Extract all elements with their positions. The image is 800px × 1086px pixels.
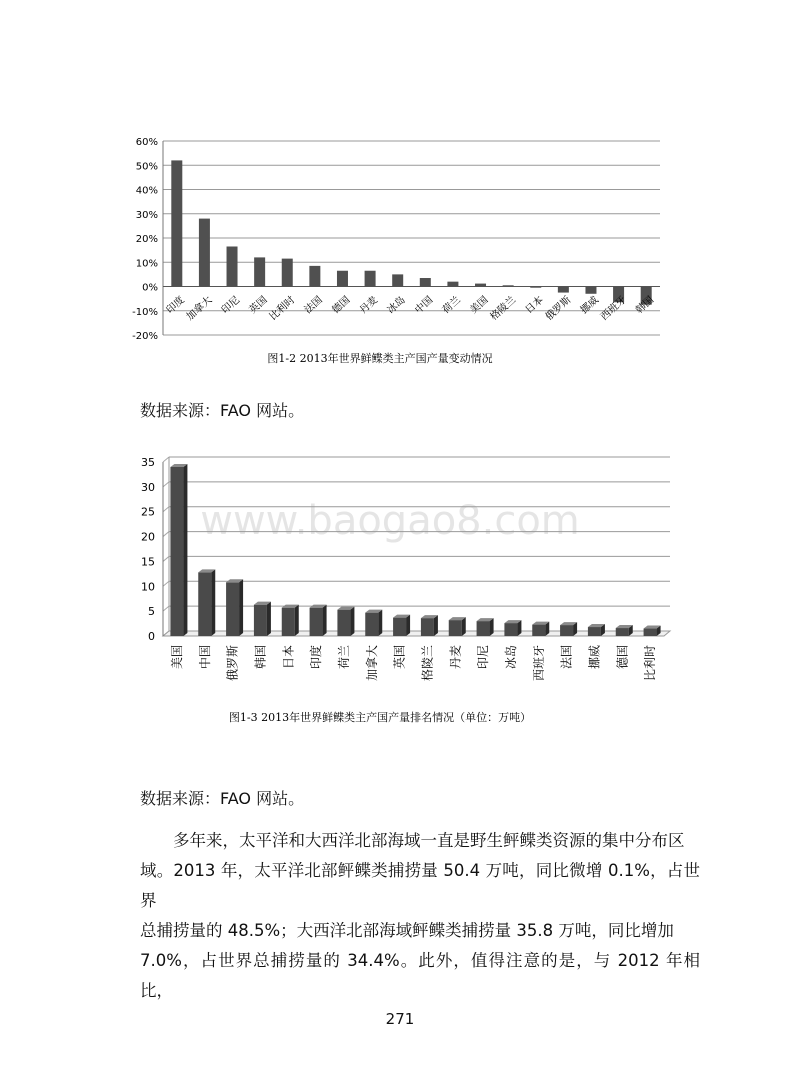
body-paragraph — [140, 826, 700, 1006]
chart1-x-tick: 英国 — [247, 294, 270, 317]
chart1-y-tick: -10% — [132, 306, 158, 318]
chart2-bar-side — [378, 610, 382, 636]
chart2-x-tick: 荷兰 — [336, 645, 351, 670]
chart2-y-tick-labels — [141, 456, 155, 643]
chart2-x-tick: 法国 — [559, 645, 574, 670]
chart1-x-tick: 荷兰 — [440, 294, 463, 317]
chart2-bar-side — [490, 618, 494, 636]
chart2-x-tick: 韩国 — [253, 645, 268, 670]
chart2-y-tick: 30 — [141, 480, 155, 494]
page-number: 271 — [385, 1010, 415, 1028]
chart1-bar — [199, 219, 210, 287]
chart2-bar-side — [267, 602, 271, 636]
chart2-bar — [477, 621, 490, 636]
chart1-bar — [392, 274, 403, 286]
data-source-note-1: 数据来源：FAO 网站。 — [140, 401, 305, 420]
chart2-bar — [421, 618, 434, 636]
chart1-y-tick: -20% — [132, 331, 158, 342]
chart1-bars — [171, 160, 651, 304]
chart2-bar-side — [211, 569, 215, 636]
chart2-bar-side — [434, 615, 438, 636]
chart2-x-tick: 西班牙 — [531, 645, 546, 682]
chart2-bar-side — [183, 464, 187, 636]
chart2-x-tick: 冰岛 — [503, 645, 518, 670]
chart1-bar — [309, 266, 320, 287]
figure-1-caption: 图1-2 2013年世界鲜鲽类主产国产量变动情况 — [267, 352, 493, 365]
chart2-gridline-side — [163, 482, 169, 487]
chart2-x-tick: 德国 — [615, 645, 630, 670]
chart2-gridline-side — [163, 581, 169, 586]
chart1-y-tick: 10% — [135, 258, 158, 270]
chart2-y-tick: 0 — [148, 630, 155, 643]
chart1-x-tick: 中国 — [413, 294, 436, 317]
chart2-bar-side — [462, 617, 466, 636]
chart2-gridline-side — [163, 457, 169, 462]
chart1-bar — [282, 259, 293, 287]
chart2-x-tick: 日本 — [281, 645, 296, 670]
chart2-y-tick: 10 — [141, 580, 155, 594]
chart2-y-tick: 25 — [141, 505, 155, 519]
chart2-bar — [365, 613, 378, 636]
chart1-bar — [227, 246, 238, 286]
chart2-gridline-side — [163, 507, 169, 512]
figure-2-caption: 图1-3 2013年世界鲜鲽类主产国产量排名情况（单位：万吨） — [228, 711, 532, 724]
paragraph-line: 域。2013 年，太平洋北部鲆鲽类捕捞量 50.4 万吨，同比微增 0.1%，占世界 — [140, 861, 700, 910]
chart2-bar — [337, 610, 350, 636]
chart2-bar-side — [323, 605, 327, 636]
chart1-x-tick: 韩国 — [633, 294, 657, 317]
chart2-bar — [198, 572, 211, 636]
chart1-x-tick: 日本 — [523, 294, 546, 317]
chart1-bar — [171, 160, 182, 286]
chart2-x-tick: 丹麦 — [448, 645, 463, 670]
chart1-x-tick-labels — [163, 293, 656, 323]
chart2-x-tick: 挪威 — [587, 645, 602, 670]
chart2-bar — [588, 627, 601, 636]
chart1-x-tick: 美国 — [468, 294, 491, 317]
chart1-y-tick: 30% — [135, 209, 158, 221]
chart2-bar — [532, 625, 545, 636]
chart1-bar — [254, 257, 265, 286]
chart2-bar-side — [406, 615, 410, 636]
chart1-bar — [475, 284, 486, 287]
chart2-x-tick: 印尼 — [476, 645, 491, 670]
paragraph-line: 多年来，太平洋和大西洋北部海域一直是野生鲆鲽类资源的集中分布区 — [173, 831, 685, 850]
chart1-x-tick: 丹麦 — [357, 294, 381, 317]
chart1-bar — [530, 287, 541, 288]
chart2-y-tick: 20 — [141, 530, 155, 544]
chart1-bar — [365, 271, 376, 287]
chart2-gridline-side — [163, 606, 169, 611]
chart2-x-tick: 格陵兰 — [420, 645, 435, 682]
chart1-x-tick: 法国 — [302, 294, 325, 317]
figure-2-chart — [130, 446, 690, 731]
chart1-bar — [337, 271, 348, 287]
chart2-bar — [393, 618, 406, 636]
chart1-y-tick-labels — [132, 137, 158, 342]
chart2-bar-side — [239, 579, 243, 636]
chart2-y-tick: 15 — [141, 555, 155, 569]
chart1-x-tick: 俄罗斯 — [543, 294, 574, 323]
chart2-bar — [616, 628, 629, 636]
chart2-bar — [254, 605, 267, 636]
chart2-x-tick: 比利时 — [643, 645, 658, 682]
chart1-bar — [558, 287, 569, 293]
chart2-y-tick: 35 — [141, 456, 155, 469]
chart2-x-tick: 中国 — [197, 645, 212, 670]
chart1-y-tick: 0% — [142, 282, 158, 294]
chart1-bar — [447, 282, 458, 287]
chart1-y-tick: 40% — [135, 185, 158, 197]
chart2-gridline-side — [163, 532, 169, 537]
figure-1-chart — [120, 128, 680, 378]
chart2-x-tick: 加拿大 — [364, 645, 379, 682]
chart2-bar — [170, 467, 183, 636]
chart2-bar-side — [350, 607, 354, 636]
chart2-y-tick: 5 — [148, 605, 155, 619]
chart1-x-tick: 印度 — [164, 294, 187, 317]
chart2-bar-side — [295, 605, 299, 636]
chart2-x-tick: 俄罗斯 — [225, 645, 240, 682]
chart2-bar — [504, 623, 517, 636]
chart1-x-tick: 挪威 — [578, 294, 601, 317]
chart2-x-tick: 英国 — [392, 645, 407, 670]
chart2-gridline-side — [163, 556, 169, 561]
watermark: www.baogao8.com — [200, 498, 580, 544]
chart1-y-tick: 50% — [135, 161, 158, 173]
chart1-x-tick: 比利时 — [267, 294, 298, 323]
chart1-x-tick: 德国 — [330, 294, 353, 317]
chart2-bar — [449, 620, 462, 636]
chart2-bars — [170, 464, 660, 636]
chart2-x-tick: 印度 — [309, 645, 324, 670]
chart1-x-tick: 西班牙 — [598, 294, 629, 323]
chart2-bar — [644, 629, 657, 636]
chart2-bar — [282, 608, 295, 636]
paragraph-line: 总捕捞量的 48.5%；大西洋北部海域鲆鲽类捕捞量 35.8 万吨，同比增加 — [140, 921, 674, 940]
paragraph-line: 7.0%，占世界总捕捞量的 34.4%。此外，值得注意的是，与 2012 年相比， — [140, 951, 700, 1000]
chart2-x-tick: 美国 — [169, 645, 184, 670]
chart1-x-tick: 印尼 — [219, 294, 243, 317]
chart1-bar — [585, 287, 596, 294]
data-source-note-2: 数据来源：FAO 网站。 — [140, 789, 305, 808]
chart1-y-tick: 20% — [135, 234, 158, 245]
chart1-bar — [503, 285, 514, 286]
chart1-x-tick: 加拿大 — [184, 294, 215, 323]
chart2-bar — [226, 582, 239, 636]
chart1-x-tick: 冰岛 — [385, 294, 408, 317]
chart1-bar — [420, 278, 431, 286]
chart1-x-tick: 格陵兰 — [488, 294, 519, 323]
chart2-bar — [310, 608, 323, 636]
chart2-x-tick-labels — [170, 645, 657, 681]
chart1-y-tick: 60% — [135, 137, 158, 148]
chart2-bar — [560, 625, 573, 636]
